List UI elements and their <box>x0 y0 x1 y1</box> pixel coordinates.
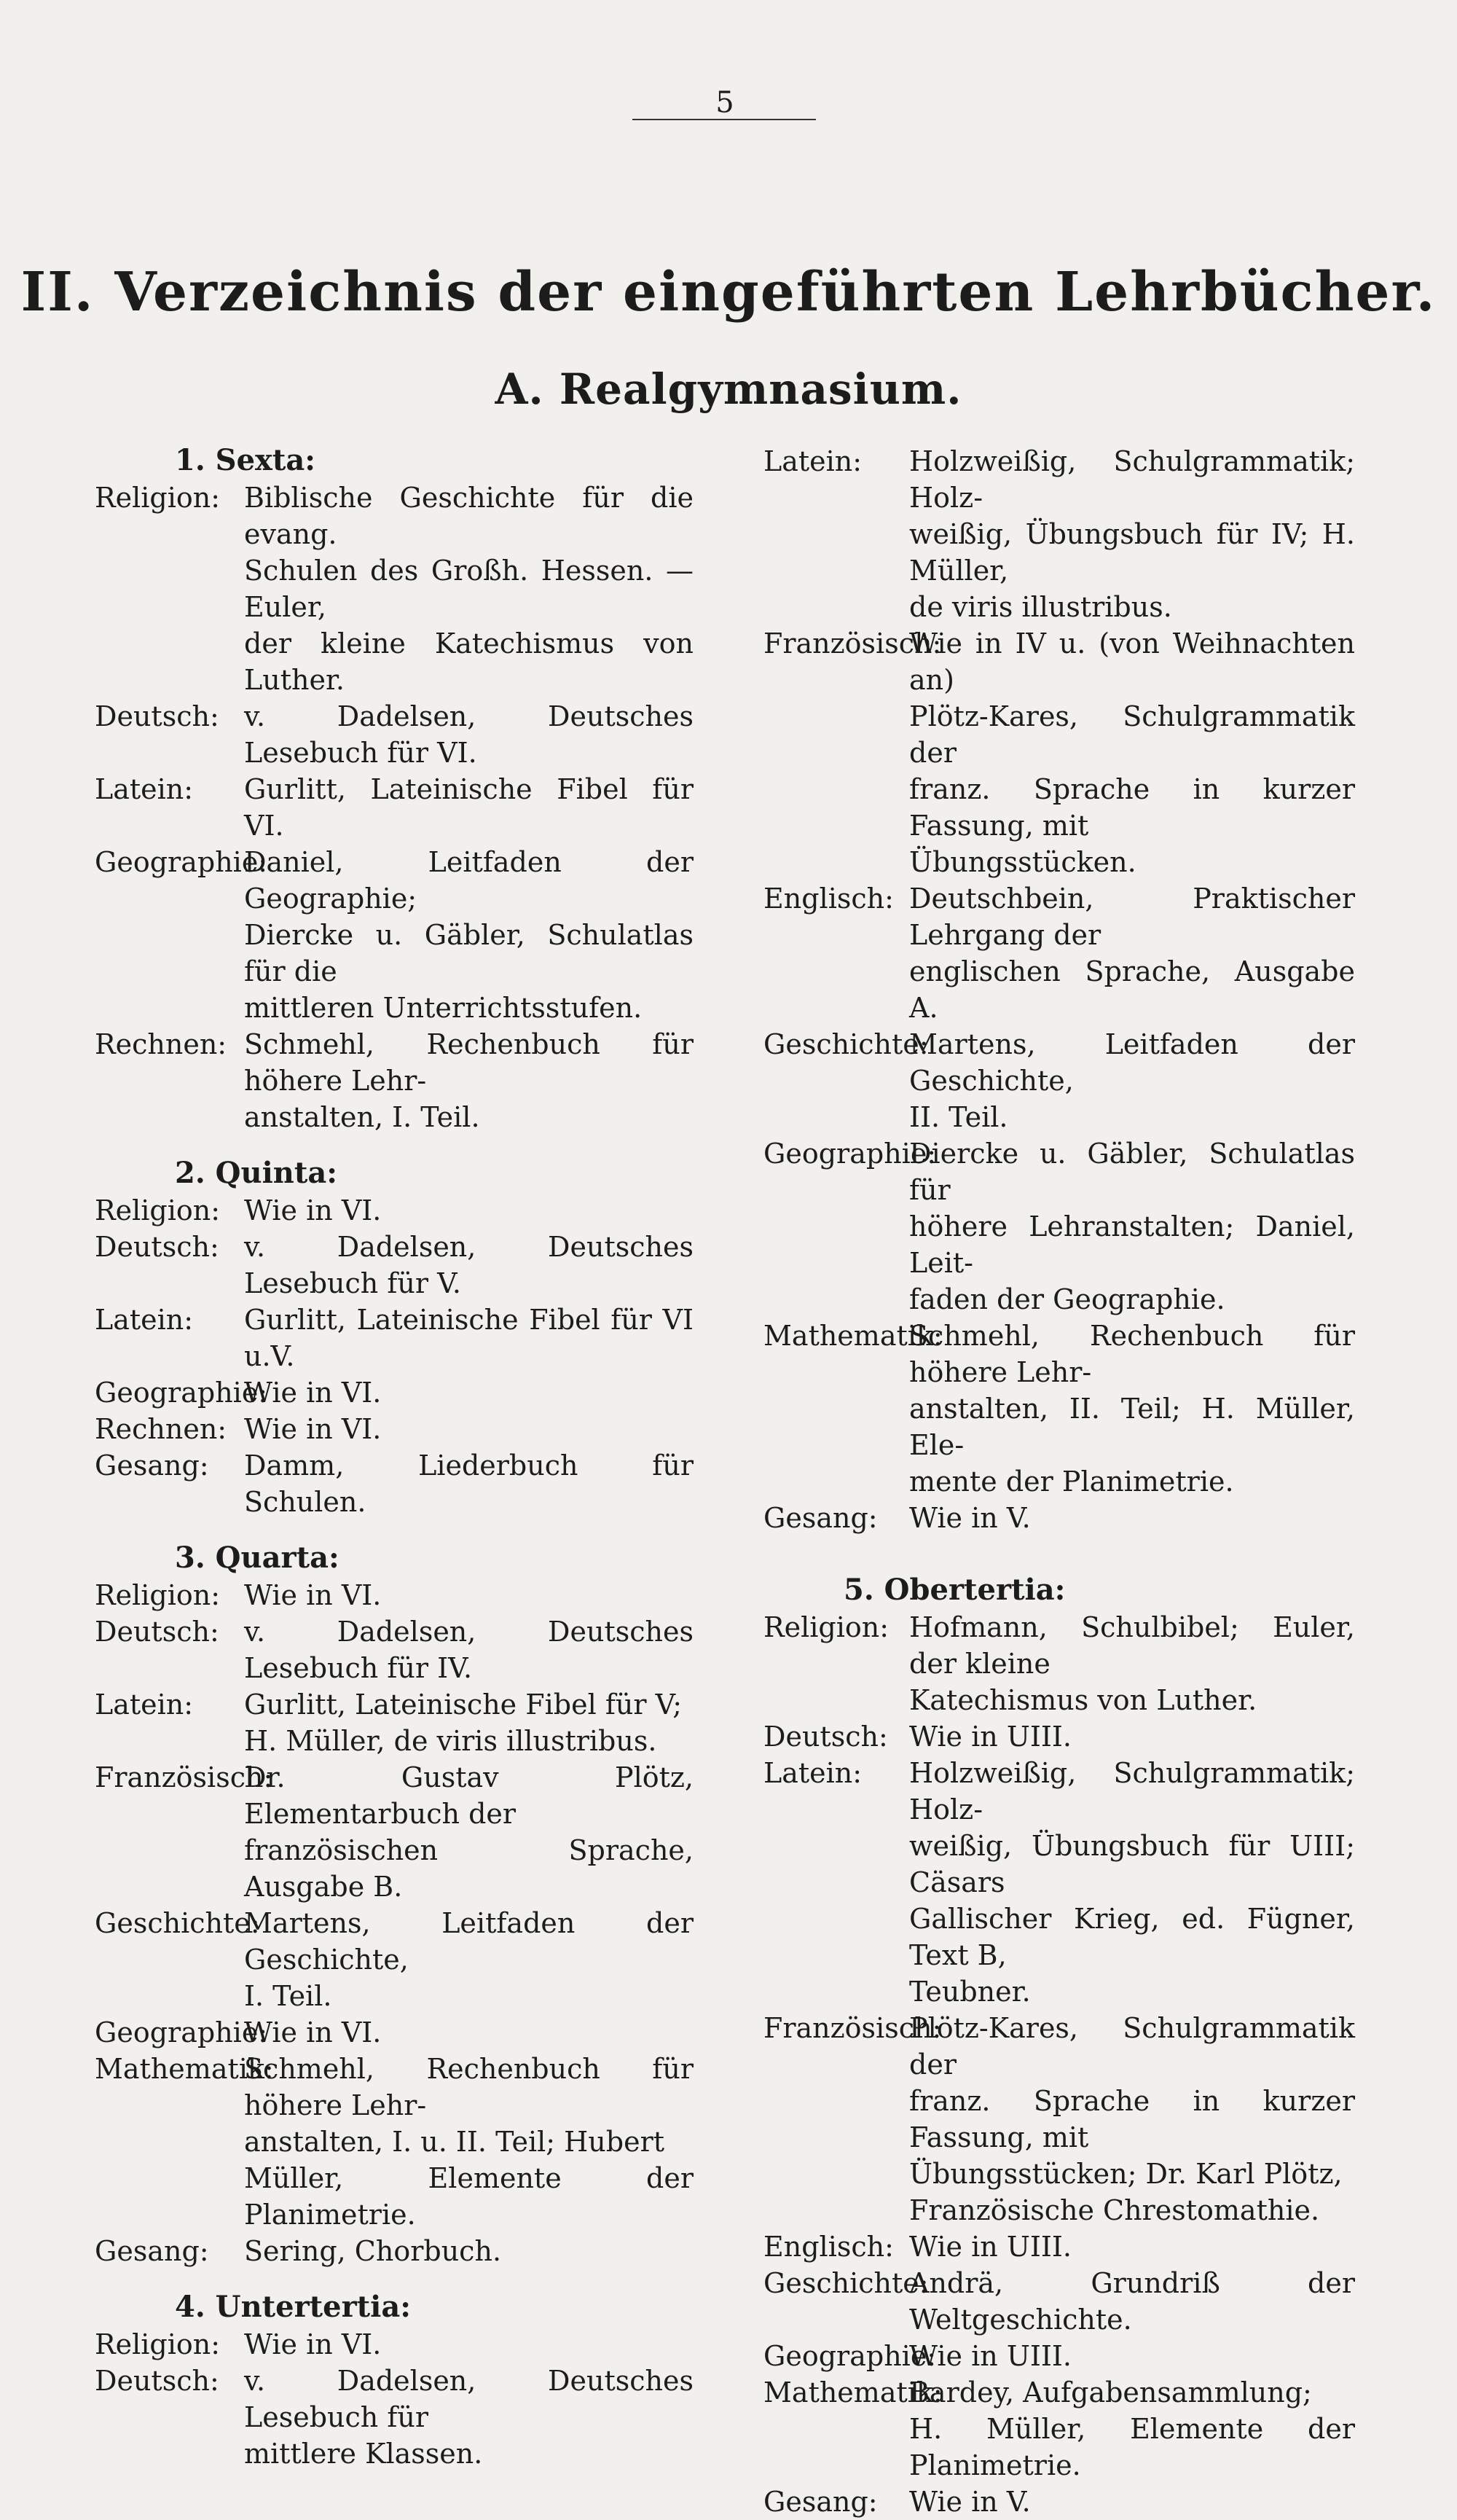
subject-label: Deutsch: <box>95 2365 219 2397</box>
textbook-list <box>244 1447 694 1520</box>
textbook-line: Bardey, Aufgabensammlung; <box>909 2376 1312 2409</box>
textbook-list <box>909 2374 1355 2484</box>
textbook-line: Gurlitt, Lateinische Fibel für VI u.V. <box>244 1304 694 1372</box>
textbook-line: Wie in VI. <box>244 1377 382 1409</box>
textbook-line: Hofmann, Schulbibel; Euler, der kleine <box>909 1611 1355 1680</box>
subject-label: Mathematik: <box>95 2053 274 2085</box>
textbook-list <box>244 1229 694 1302</box>
textbook-list <box>909 1718 1355 1755</box>
textbook-line: Damm, Liederbuch für Schulen. <box>244 1449 694 1518</box>
subject-label: Französisch: <box>95 1761 273 1793</box>
left-column <box>95 443 694 2472</box>
section-subtitle: A. Realgymnasium. <box>495 364 962 414</box>
textbook-line: anstalten, I. Teil. <box>244 1101 480 1133</box>
textbook-line: v. Dadelsen, Deutsches Lesebuch für V. <box>244 1231 694 1299</box>
textbook-line: Schmehl, Rechenbuch für höhere Lehr- <box>244 2053 694 2121</box>
textbook-line: Wie in IV u. (von Weihnachten an) <box>909 627 1355 696</box>
subject-row <box>763 1609 1355 1718</box>
textbook-section <box>95 443 694 1135</box>
textbook-list <box>909 443 1355 625</box>
textbook-line: Gallischer Krieg, ed. Fügner, Text B, <box>909 1903 1355 1971</box>
textbook-line: höhere Lehranstalten; Daniel, Leit- <box>909 1210 1355 1279</box>
subject-row <box>95 2051 694 2233</box>
textbook-line: Martens, Leitfaden der Geschichte, <box>244 1907 694 1976</box>
subject-row <box>763 2265 1355 2338</box>
textbook-line: Sering, Chorbuch. <box>244 2235 502 2267</box>
textbook-line: Wie in V. <box>909 2486 1031 2518</box>
subject-label: Deutsch: <box>95 1231 219 1263</box>
textbook-list <box>909 1755 1355 2010</box>
textbook-line: II. Teil. <box>909 1101 1008 1133</box>
textbook-line: anstalten, I. u. II. Teil; Hubert <box>244 2126 665 2158</box>
subject-row <box>95 698 694 771</box>
textbook-line: Gurlitt, Lateinische Fibel für V; <box>244 1689 683 1721</box>
subject-label: Religion: <box>763 1611 889 1643</box>
subject-row <box>763 2374 1355 2484</box>
textbook-list <box>244 480 694 698</box>
subject-row <box>763 625 1355 880</box>
textbook-list <box>244 1302 694 1374</box>
subject-label: Geographie: <box>95 846 268 878</box>
textbook-line: Wie in VI. <box>244 2016 382 2049</box>
subject-row <box>763 2338 1355 2374</box>
textbook-list <box>244 698 694 771</box>
subject-label: Religion: <box>95 1579 221 1611</box>
subject-row <box>95 2326 694 2363</box>
textbook-line: Daniel, Leitfaden der Geographie; <box>244 846 694 915</box>
subject-label: Geschichte: <box>763 2267 929 2299</box>
subject-label: Französisch: <box>763 627 942 660</box>
subject-label: Gesang: <box>95 1449 209 1482</box>
textbook-line: Übungsstücken; Dr. Karl Plötz, <box>909 2158 1343 2190</box>
textbook-list <box>909 880 1355 1026</box>
textbook-list <box>909 1135 1355 1318</box>
subject-label: Deutsch: <box>95 700 219 732</box>
textbook-list <box>244 1026 694 1135</box>
subject-row <box>95 1192 694 1229</box>
textbook-line: faden der Geographie. <box>909 1283 1225 1315</box>
textbook-line: Wie in VI. <box>244 1579 382 1611</box>
subject-label: Geographie: <box>763 1138 937 1170</box>
subject-label: Französisch: <box>763 2012 942 2044</box>
section-heading: 3. Quarta: <box>175 1541 339 1575</box>
textbook-line: Wie in VI. <box>244 2328 382 2360</box>
textbook-line: Deutschbein, Praktischer Lehrgang der <box>909 883 1355 951</box>
textbook-line: mittlere Klassen. <box>244 2438 483 2470</box>
subject-row <box>763 2484 1355 2520</box>
section-heading: 1. Sexta: <box>175 443 316 477</box>
page-title: II. Verzeichnis der eingeführten Lehrbücher. <box>20 261 1437 324</box>
subject-label: Deutsch: <box>95 1616 219 1648</box>
textbook-list <box>244 2014 694 2051</box>
subject-row <box>95 1229 694 1302</box>
subject-row <box>95 1026 694 1135</box>
textbook-list <box>909 2338 1355 2374</box>
textbook-line: Wie in UIII. <box>909 2340 1072 2372</box>
subject-label: Latein: <box>763 1757 863 1789</box>
subject-label: Geographie: <box>95 1377 268 1409</box>
subject-label: Religion: <box>95 1194 221 1226</box>
subject-label: Gesang: <box>95 2235 209 2267</box>
subject-row <box>95 1686 694 1759</box>
textbook-list <box>244 2051 694 2233</box>
subject-label: Mathematik: <box>763 2376 943 2409</box>
subject-row <box>95 480 694 698</box>
textbook-line: Wie in VI. <box>244 1194 382 1226</box>
textbook-section <box>95 1156 694 1520</box>
textbook-line: französischen Sprache, Ausgabe B. <box>244 1834 694 1903</box>
subject-label: Latein: <box>95 773 194 805</box>
subject-row <box>763 880 1355 1026</box>
textbook-list <box>244 1192 694 1229</box>
textbook-line: weißig, Übungsbuch für UIII; Cäsars <box>909 1830 1355 1898</box>
subject-label: Gesang: <box>763 1502 878 1534</box>
textbook-line: de viris illustribus. <box>909 591 1172 623</box>
subject-row <box>95 2233 694 2269</box>
textbook-list <box>244 1411 694 1447</box>
textbook-line: Dr. Gustav Plötz, Elementarbuch der <box>244 1761 694 1830</box>
textbook-line: Andrä, Grundriß der Weltgeschichte. <box>909 2267 1355 2336</box>
textbook-line: Gurlitt, Lateinische Fibel für VI. <box>244 773 694 842</box>
textbook-line: Wie in V. <box>909 1502 1031 1534</box>
textbook-line: Holzweißig, Schulgrammatik; Holz- <box>909 1757 1355 1826</box>
textbook-line: Wie in UIII. <box>909 2231 1072 2263</box>
textbook-list <box>244 1905 694 2014</box>
textbook-line: Müller, Elemente der Planimetrie. <box>244 2162 694 2231</box>
textbook-section <box>95 2290 694 2472</box>
textbook-line: weißig, Übungsbuch für IV; H. Müller, <box>909 518 1355 587</box>
subject-label: Geschichte: <box>763 1028 929 1060</box>
subject-label: Latein: <box>95 1689 194 1721</box>
subject-row <box>95 1577 694 1613</box>
subject-row <box>95 1411 694 1447</box>
textbook-list <box>909 1609 1355 1718</box>
section-heading: 5. Obertertia: <box>844 1573 1066 1607</box>
textbook-line: mittleren Unterrichtsstufen. <box>244 992 643 1024</box>
textbook-line: der kleine Katechismus von Luther. <box>244 627 694 696</box>
textbook-line: H. Müller, Elemente der Planimetrie. <box>909 2413 1355 2481</box>
subject-label: Englisch: <box>763 883 894 915</box>
textbook-line: H. Müller, de viris illustribus. <box>244 1725 657 1757</box>
subject-label: Englisch: <box>763 2231 894 2263</box>
textbook-line: Diercke u. Gäbler, Schulatlas für die <box>244 919 694 987</box>
textbook-line: Katechismus von Luther. <box>909 1684 1257 1716</box>
textbook-section <box>763 1573 1355 2520</box>
textbook-line: Teubner. <box>909 1976 1031 2008</box>
textbook-line: Martens, Leitfaden der Geschichte, <box>909 1028 1355 1097</box>
subject-label: Mathematik: <box>763 1320 943 1352</box>
subject-row <box>95 844 694 1026</box>
textbook-list <box>244 771 694 844</box>
subject-row <box>95 1905 694 2014</box>
textbook-list <box>909 1026 1355 1135</box>
textbook-list <box>909 2484 1355 2520</box>
subject-label: Latein: <box>95 1304 194 1336</box>
subject-label: Geschichte: <box>95 1907 260 1939</box>
subject-row <box>95 1759 694 1905</box>
textbook-line: franz. Sprache in kurzer Fassung, mit <box>909 773 1355 842</box>
textbook-list <box>244 1686 694 1759</box>
subject-label: Religion: <box>95 2328 221 2360</box>
subject-row <box>95 1302 694 1374</box>
textbook-line: v. Dadelsen, Deutsches Lesebuch für IV. <box>244 1616 694 1684</box>
textbook-line: Holzweißig, Schulgrammatik; Holz- <box>909 445 1355 514</box>
subject-row <box>763 1500 1355 1536</box>
textbook-list <box>244 1613 694 1686</box>
subject-label: Geographie: <box>95 2016 268 2049</box>
textbook-list <box>909 1318 1355 1500</box>
textbook-section <box>95 1541 694 2269</box>
textbook-line: I. Teil. <box>244 1980 332 2012</box>
textbook-line: v. Dadelsen, Deutsches Lesebuch für VI. <box>244 700 694 769</box>
textbook-list <box>909 1500 1355 1536</box>
textbook-list <box>244 2233 694 2269</box>
subject-label: Geographie: <box>763 2340 937 2372</box>
textbook-line: Plötz-Kares, Schulgrammatik der <box>909 700 1355 769</box>
textbook-line: v. Dadelsen, Deutsches Lesebuch für <box>244 2365 694 2433</box>
textbook-line: Schmehl, Rechenbuch für höhere Lehr- <box>909 1320 1355 1388</box>
subject-row <box>763 2010 1355 2229</box>
section-heading: 4. Untertertia: <box>175 2290 412 2324</box>
textbook-list <box>909 2229 1355 2265</box>
textbook-list <box>909 2010 1355 2229</box>
right-column <box>763 443 1355 2520</box>
textbook-line: Plötz-Kares, Schulgrammatik der <box>909 2012 1355 2081</box>
textbook-line: Wie in VI. <box>244 1413 382 1445</box>
subject-row <box>763 1755 1355 2010</box>
subject-label: Religion: <box>95 482 221 514</box>
textbook-line: englischen Sprache, Ausgabe A. <box>909 955 1355 1024</box>
subject-row <box>95 2363 694 2472</box>
subject-label: Rechnen: <box>95 1028 227 1060</box>
textbook-line: franz. Sprache in kurzer Fassung, mit <box>909 2085 1355 2153</box>
subject-row <box>95 1374 694 1411</box>
textbook-line: Übungsstücken. <box>909 846 1136 878</box>
subject-row <box>763 1135 1355 1318</box>
subject-row <box>95 2014 694 2051</box>
header-rule <box>632 119 816 120</box>
textbook-list <box>244 844 694 1026</box>
textbook-list <box>244 1374 694 1411</box>
textbook-line: Schulen des Großh. Hessen. — Euler, <box>244 555 694 623</box>
subject-row <box>95 771 694 844</box>
subject-row <box>763 1318 1355 1500</box>
page-number: 5 <box>715 86 734 120</box>
subject-row <box>763 1026 1355 1135</box>
textbook-line: Französische Chrestomathie. <box>909 2194 1320 2226</box>
subject-label: Latein: <box>763 445 863 477</box>
textbook-section <box>763 443 1355 1536</box>
section-heading: 2. Quinta: <box>175 1156 338 1190</box>
textbook-line: mente der Planimetrie. <box>909 1466 1234 1498</box>
subject-row <box>763 443 1355 625</box>
textbook-line: Diercke u. Gäbler, Schulatlas für <box>909 1138 1355 1206</box>
subject-label: Rechnen: <box>95 1413 227 1445</box>
textbook-list <box>244 1759 694 1905</box>
textbook-line: Schmehl, Rechenbuch für höhere Lehr- <box>244 1028 694 1097</box>
textbook-list <box>909 625 1355 880</box>
textbook-list <box>244 2363 694 2472</box>
subject-row <box>95 1447 694 1520</box>
textbook-line: Biblische Geschichte für die evang. <box>244 482 694 550</box>
subject-row <box>95 1613 694 1686</box>
subject-row <box>763 1718 1355 1755</box>
subject-label: Deutsch: <box>763 1721 888 1753</box>
textbook-line: anstalten, II. Teil; H. Müller, Ele- <box>909 1393 1355 1461</box>
textbook-list <box>244 2326 694 2363</box>
textbook-line: Wie in UIII. <box>909 1721 1072 1753</box>
subject-label: Gesang: <box>763 2486 878 2518</box>
subject-row <box>763 2229 1355 2265</box>
textbook-list <box>909 2265 1355 2338</box>
textbook-list <box>244 1577 694 1613</box>
